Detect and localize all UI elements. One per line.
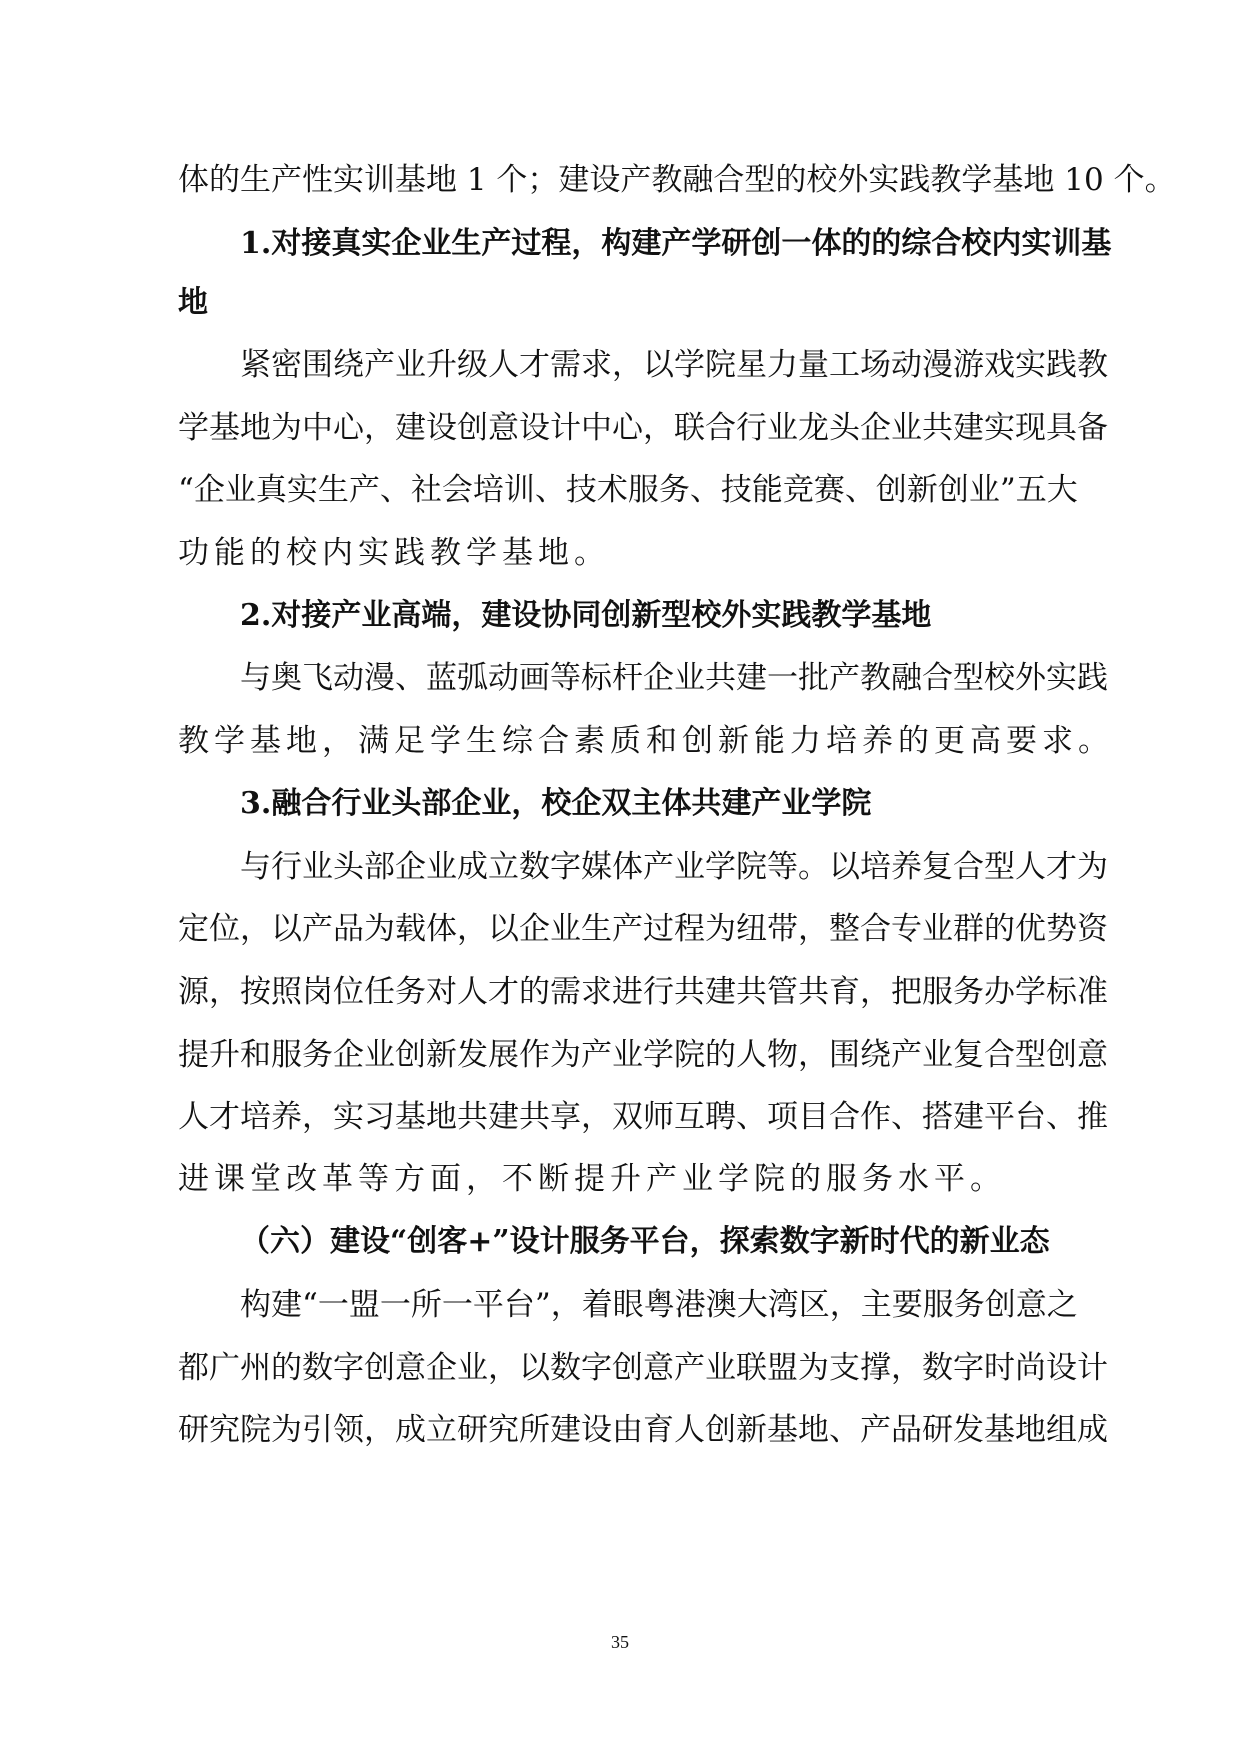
section-heading-1: 1.对接真实企业生产过程，构建产学研创一体的的综合校内实训基	[240, 226, 1112, 261]
section-heading-2: 2.对接产业高端，建设协同创新型校外实践教学基地	[240, 598, 932, 633]
section-heading-6: （六）建设“创客+”设计服务平台，探索数字新时代的新业态	[240, 1224, 1050, 1259]
body-line: 学基地为中心，建设创意设计中心，联合行业龙头企业共建实现具备	[178, 410, 1108, 446]
body-line: 紧密围绕产业升级人才需求，以学院星力量工场动漫游戏实践教	[240, 347, 1108, 383]
body-line: 进课堂改革等方面，不断提升产业学院的服务水平。	[178, 1161, 1006, 1197]
body-line: 构建“一盟一所一平台”，着眼粤港澳大湾区，主要服务创意之	[240, 1287, 1078, 1323]
body-line: “企业真实生产、社会培训、技术服务、技能竞赛、创新创业”五大	[178, 472, 1078, 508]
body-line: 源，按照岗位任务对人才的需求进行共建共管共育，把服务办学标准	[178, 974, 1108, 1010]
section-heading-3: 3.融合行业头部企业，校企双主体共建产业学院	[240, 786, 872, 821]
body-line: 教学基地，满足学生综合素质和创新能力培养的更高要求。	[178, 723, 1114, 759]
body-line: 体的生产性实训基地 1 个；建设产教融合型的校外实践教学基地 10 个。	[178, 162, 1176, 198]
body-line: 都广州的数字创意企业，以数字创意产业联盟为支撑，数字时尚设计	[178, 1350, 1108, 1386]
section-heading-1-continuation: 地	[178, 285, 208, 320]
page-number: 35	[611, 1632, 629, 1652]
body-line: 提升和服务企业创新发展作为产业学院的人物，围绕产业复合型创意	[178, 1037, 1108, 1073]
body-line: 人才培养，实习基地共建共享，双师互聘、项目合作、搭建平台、推	[178, 1099, 1108, 1135]
body-line: 功能的校内实践教学基地。	[178, 535, 610, 571]
body-line: 与行业头部企业成立数字媒体产业学院等。以培养复合型人才为	[240, 849, 1108, 885]
body-line: 研究院为引领，成立研究所建设由育人创新基地、产品研发基地组成	[178, 1412, 1108, 1448]
body-line: 定位，以产品为载体，以企业生产过程为纽带，整合专业群的优势资	[178, 911, 1108, 947]
body-line: 与奥飞动漫、蓝弧动画等标杆企业共建一批产教融合型校外实践	[240, 660, 1108, 696]
